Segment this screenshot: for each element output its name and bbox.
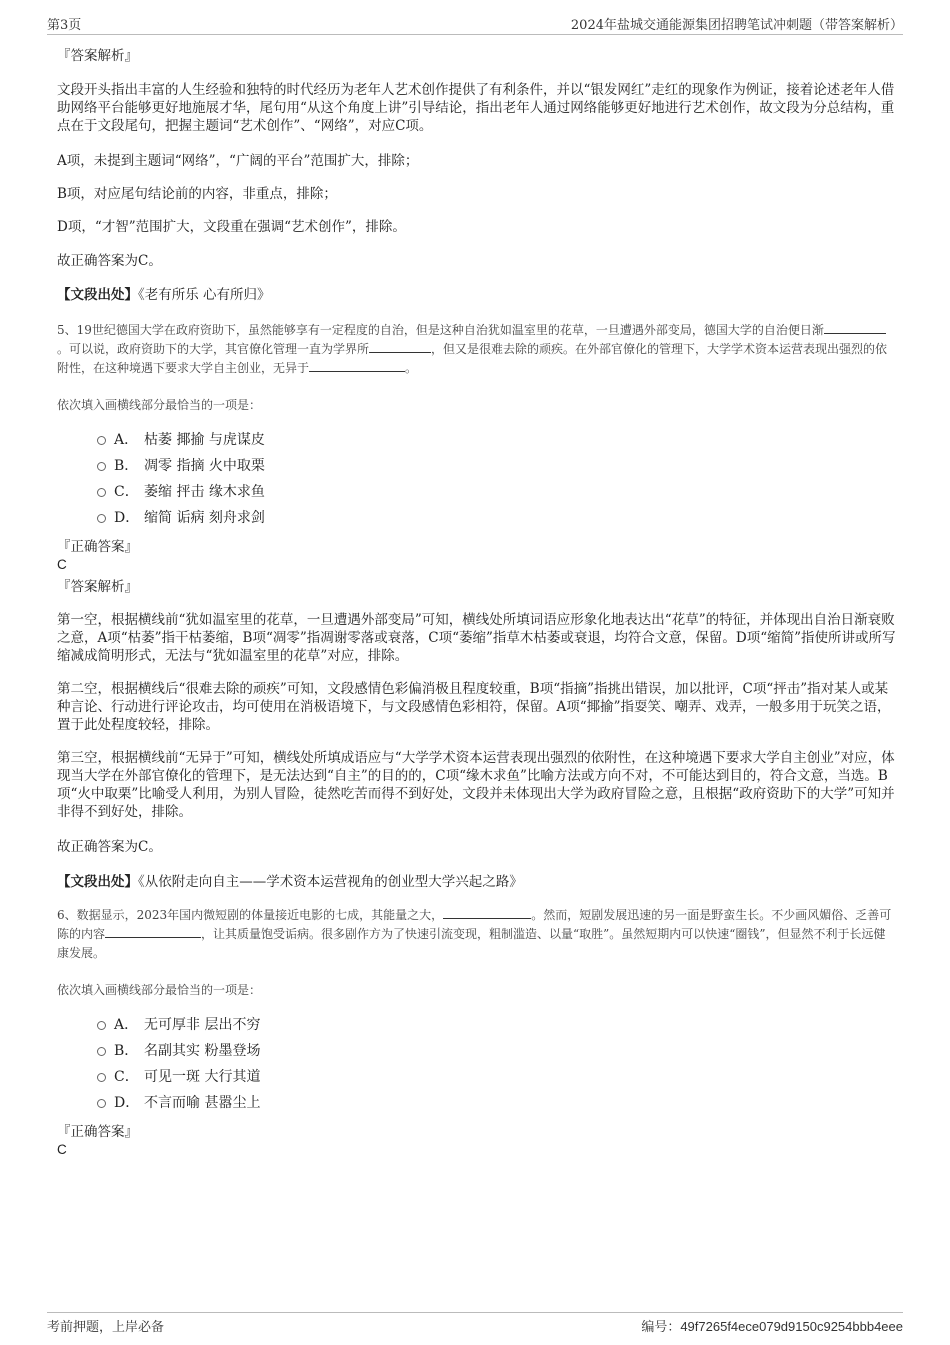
page-footer (47, 1312, 903, 1333)
q4-analysis-label: 『答案解析』 (57, 48, 138, 64)
q4-option-a-analysis: A项，未提到主题词“网络”，“广阔的平台”范围扩大，排除； (57, 153, 419, 169)
page-header (47, 14, 903, 35)
radio-icon[interactable] (97, 462, 106, 471)
option-text: 凋零 指摘 火中取栗 (144, 458, 265, 474)
radio-icon[interactable] (97, 1047, 106, 1056)
q6-prompt: 依次填入画横线部分最恰当的一项是： (57, 983, 262, 997)
option-text: 缩简 诟病 刻舟求剑 (144, 510, 265, 526)
option-letter: C． (114, 484, 139, 500)
option-letter: B． (114, 458, 139, 474)
q5-analysis-label: 『答案解析』 (57, 579, 138, 595)
option-text: 萎缩 抨击 缘木求鱼 (144, 484, 265, 500)
q4-source-title: 《老有所乐 心有所归》 (138, 287, 271, 303)
q4-source-label: 【文段出处】 (57, 287, 138, 303)
page-number: 第3页 (47, 18, 82, 33)
option-letter: A． (114, 1017, 139, 1033)
q5-stem (57, 321, 897, 378)
q4-option-d-analysis: D项，“才智”范围扩大，文段重在强调“艺术创作”，排除。 (57, 219, 406, 235)
q5-option-c[interactable] (97, 482, 265, 502)
q5-source-label: 【文段出处】 (57, 874, 138, 890)
q6-stem-part-c: ，让其质量饱受诟病。很多剧作方为了快速引流变现，粗制滥造、以量“取胜”。虽然短期内可以快速“圈钱”，但显然不利于长远健康发展。 (57, 927, 886, 960)
document-code-label: 编号： (641, 1320, 681, 1335)
q5-source-title: 《从依附走向自主——学术资本运营视角的创业型大学兴起之路》 (138, 874, 523, 890)
q6-stem (57, 906, 897, 963)
q5-option-a[interactable] (97, 430, 265, 450)
q6-option-c[interactable] (97, 1067, 260, 1087)
radio-icon[interactable] (97, 1073, 106, 1082)
radio-icon[interactable] (97, 1099, 106, 1108)
q5-answer: C (57, 557, 67, 572)
q5-option-d[interactable] (97, 508, 265, 528)
option-text: 可见一斑 大行其道 (144, 1069, 261, 1085)
option-letter: D． (114, 1095, 140, 1111)
radio-icon[interactable] (97, 436, 106, 445)
q5-analysis-paragraph-1: 第一空，根据横线前“犹如温室里的花草，一旦遭遇外部变局”可知，横线处所填词语应形象化地表达出“花草”的特征，并体现出自治日渐衰败之意，A项“枯萎”指干枯萎缩，B项“凋零”指凋谢零落或衰落，C项“萎缩”指草木枯萎或衰退，均符合文意，保留。D项“缩简”指使所讲或所写缩减成简明形式，无法与“犹如温室里的花草”对应，排除。 (57, 612, 896, 664)
q5-prompt: 依次填入画横线部分最恰当的一项是： (57, 398, 262, 412)
option-text: 无可厚非 层出不穷 (144, 1017, 261, 1033)
option-letter: A． (114, 432, 139, 448)
q6-answer-label: 『正确答案』 (57, 1124, 138, 1140)
q6-stem-part-a: 6、数据显示，2023年国内微短剧的体量接近电影的七成，其能量之大， (57, 908, 444, 922)
q5-analysis-paragraph-2: 第二空，根据横线后“很难去除的顽疾”可知，文段感情色彩偏消极且程度较重，B项“指摘”指挑出错误，加以批评，C项“抨击”指对某人或某种言论、行动进行评论攻击，均可使用在消极语境下，与文段感情色彩相符，保留。A项“揶揄”指耍笑、嘲弄、戏弄，一般多用于玩笑之语，置于此处程度较轻，排除。 (57, 681, 891, 733)
q5-stem-part-d: 。 (405, 361, 418, 375)
q6-blank-2 (105, 925, 201, 938)
q6-option-d[interactable] (97, 1093, 260, 1113)
q6-blank-1 (443, 906, 531, 919)
q5-source (57, 873, 897, 891)
q5-blank-1 (824, 321, 886, 334)
option-text: 名副其实 粉墨登场 (144, 1043, 261, 1059)
q5-stem-part-b: 。可以说，政府资助下的大学，其官僚化管理一直为学界所 (57, 342, 370, 356)
radio-icon[interactable] (97, 1021, 106, 1030)
q4-analysis-paragraph: 文段开头指出丰富的人生经验和独特的时代经历为老年人艺术创作提供了有利条件，并以“银发网红”走红的现象作为例证，接着论述老年人借助网络平台能够更好地施展才华，尾句用“从这个角度上讲”引导结论，指出老年人通过网络能够更好地进行艺术创作，故文段为分总结构，重点在于文段尾句，把握主题词“艺术创作”、“网络”，对应C项。 (57, 82, 895, 134)
q4-option-b-analysis: B项，对应尾句结论前的内容，非重点，排除； (57, 186, 337, 202)
option-letter: B． (114, 1043, 139, 1059)
radio-icon[interactable] (97, 514, 106, 523)
document-code (641, 1316, 903, 1335)
q6-stem-part-b: 。然而，短剧发展迅速的另一面是野蛮生长。不少画风媚俗、乏善可陈的内容 (57, 908, 892, 941)
q5-conclusion: 故正确答案为C。 (57, 839, 162, 855)
option-letter: D． (114, 510, 140, 526)
q5-blank-2 (369, 340, 431, 353)
q5-answer-label: 『正确答案』 (57, 539, 138, 555)
option-text: 枯萎 揶揄 与虎谋皮 (144, 432, 265, 448)
q6-option-a[interactable] (97, 1015, 260, 1035)
document-code-value: 49f7265f4ece079d9150c9254bbb4eee (680, 1319, 903, 1334)
q6-option-b[interactable] (97, 1041, 260, 1061)
q5-blank-3 (309, 359, 405, 372)
q4-conclusion: 故正确答案为C。 (57, 253, 162, 269)
footer-slogan: 考前押题，上岸必备 (47, 1320, 165, 1335)
q5-stem-part-c: ，但又是很难去除的顽疾。在外部官僚化的管理下，大学学术资本运营表现出强烈的依附性，在这种境遇下要求大学自主创业，无异于 (57, 342, 888, 375)
document-title: 2024年盐城交通能源集团招聘笔试冲刺题（带答案解析） (570, 18, 903, 33)
option-letter: C． (114, 1069, 139, 1085)
radio-icon[interactable] (97, 488, 106, 497)
q4-source (57, 286, 897, 304)
q5-analysis-paragraph-3: 第三空，根据横线前“无异于”可知，横线处所填成语应与“大学学术资本运营表现出强烈的依附性，在这种境遇下要求大学自主创业”对应，体现当大学在外部官僚化的管理下，是无法达到“自主”的目的的，C项“缘木求鱼”比喻方法或方向不对，不可能达到目的，符合文意，当选。B项“火中取栗”比喻受人利用，为别人冒险，徒然吃苦而得不到好处，文段并未体现出大学为政府冒险之意，且根据“政府资助下的大学”可知并非得不到好处，排除。 (57, 750, 895, 820)
option-text: 不言而喻 甚嚣尘上 (144, 1095, 261, 1111)
q5-option-b[interactable] (97, 456, 265, 476)
q5-stem-part-a: 5、19世纪德国大学在政府资助下，虽然能够享有一定程度的自治，但是这种自治犹如温室里的花草，一旦遭遇外部变局，德国大学的自治便日渐 (57, 323, 824, 337)
q6-answer: C (57, 1142, 67, 1157)
